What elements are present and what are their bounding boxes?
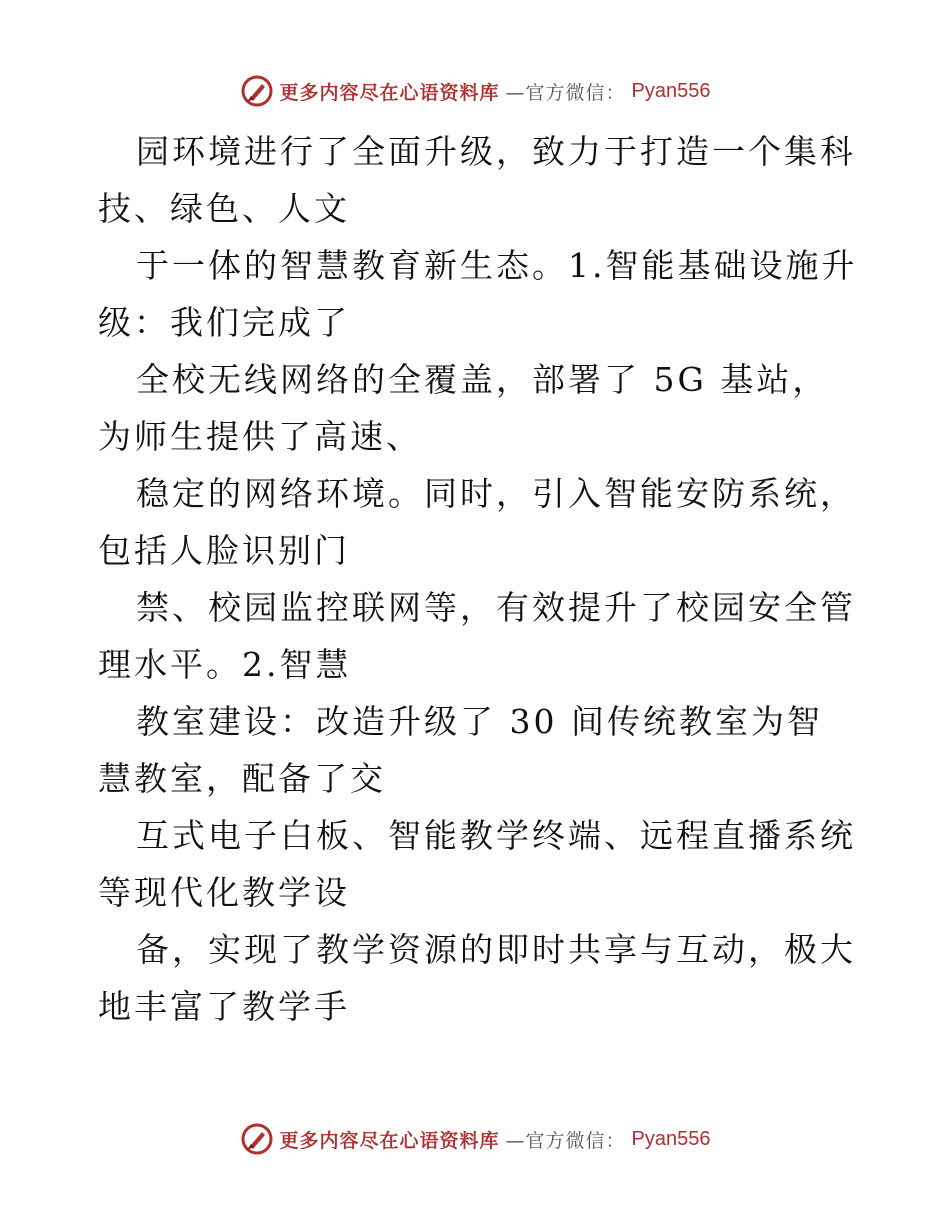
document-body (98, 123, 858, 1035)
banner-separator: —官方微信： (505, 81, 626, 104)
paragraph: 备，实现了教学资源的即时共享与互动，极大地丰富了教学手 (98, 930, 856, 1026)
paragraph: 禁、校园监控联网等，有效提升了校园安全管理水平。2.智慧 (98, 588, 856, 684)
footer-watermark-banner (0, 1122, 950, 1156)
banner-wechat-id: Pyan556 (631, 79, 711, 102)
paragraph: 园环境进行了全面升级，致力于打造一个集科技、绿色、人文 (98, 132, 856, 228)
banner-text: 更多内容尽在心语资料库 (279, 1129, 500, 1152)
paragraph: 互式电子白板、智能教学终端、远程直播系统等现代化教学设 (98, 816, 856, 912)
banner-text: 更多内容尽在心语资料库 (279, 81, 500, 104)
paragraph: 于一体的智慧教育新生态。1.智能基础设施升级：我们完成了 (98, 246, 858, 342)
banner-wechat-id: Pyan556 (631, 1127, 711, 1150)
paragraph: 全校无线网络的全覆盖，部署了 5G 基站，为师生提供了高速、 (98, 360, 829, 456)
header-watermark-banner (0, 74, 950, 108)
paragraph: 稳定的网络环境。同时，引入智能安防系统，包括人脸识别门 (98, 474, 856, 570)
banner-separator: —官方微信： (505, 1129, 626, 1152)
pen-nib-circle-icon (240, 74, 274, 108)
pen-nib-circle-icon (240, 1122, 274, 1156)
paragraph: 教室建设：改造升级了 30 间传统教室为智慧教室，配备了交 (98, 702, 823, 798)
